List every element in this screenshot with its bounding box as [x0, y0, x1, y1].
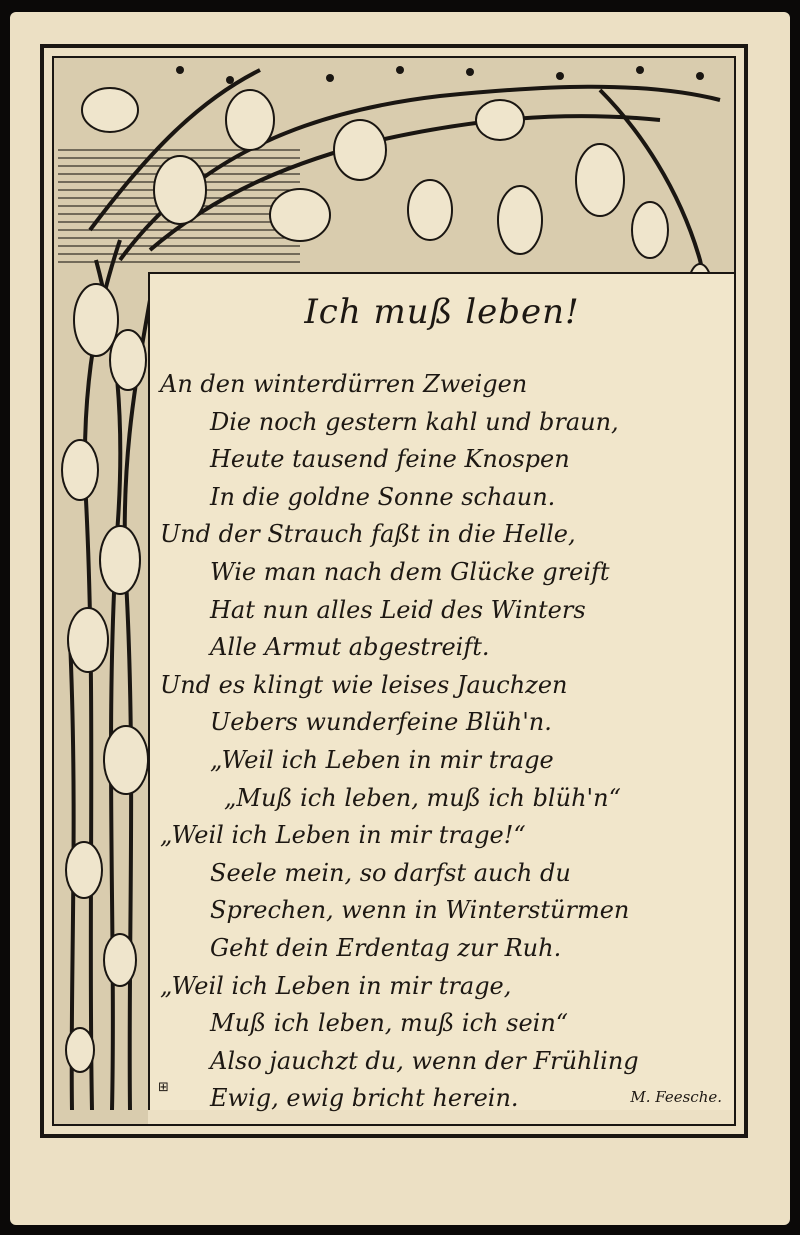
poem-line: Sprechen, wenn in Winterstürmen	[210, 896, 630, 925]
poem-panel	[148, 272, 734, 1113]
poem-line: Also jauchzt du, wenn der Frühling	[210, 1046, 639, 1075]
author-signature: M. Feesche.	[630, 1088, 722, 1106]
poem-line: „Weil ich Leben in mir trage,	[160, 971, 512, 1000]
poem-line: Wie man nach dem Glücke greift	[210, 557, 610, 586]
poem-line: Und der Strauch faßt in die Helle,	[160, 520, 576, 549]
poem-line: „Muß ich leben, muß ich blüh'n“	[224, 783, 621, 812]
poem-body	[160, 366, 730, 1118]
artist-monogram: ⊞	[158, 1080, 169, 1095]
poem-line: In die goldne Sonne schaun.	[210, 482, 556, 511]
poem-line: Seele mein, so darfst auch du	[210, 858, 571, 887]
poem-line: Ewig, ewig bricht herein.	[210, 1084, 519, 1113]
poem-line: Geht dein Erdentag zur Ruh.	[210, 933, 562, 962]
poem-line: Die noch gestern kahl und braun,	[210, 407, 619, 436]
poem-line: Muß ich leben, muß ich sein“	[210, 1009, 569, 1038]
poem-line: Heute tausend feine Knospen	[210, 445, 570, 474]
poem-line: Hat nun alles Leid des Winters	[210, 595, 586, 624]
poem-title: Ich muß leben!	[304, 292, 580, 332]
poem-line: Uebers wunderfeine Blüh'n.	[210, 708, 552, 737]
poem-line: An den winterdürren Zweigen	[160, 370, 528, 398]
poem-line: Und es klingt wie leises Jauchzen	[160, 670, 568, 699]
poem-line: „Weil ich Leben in mir trage!“	[160, 821, 526, 850]
poem-line: Alle Armut abgestreift.	[210, 633, 490, 662]
poem-line: „Weil ich Leben in mir trage	[210, 745, 554, 774]
